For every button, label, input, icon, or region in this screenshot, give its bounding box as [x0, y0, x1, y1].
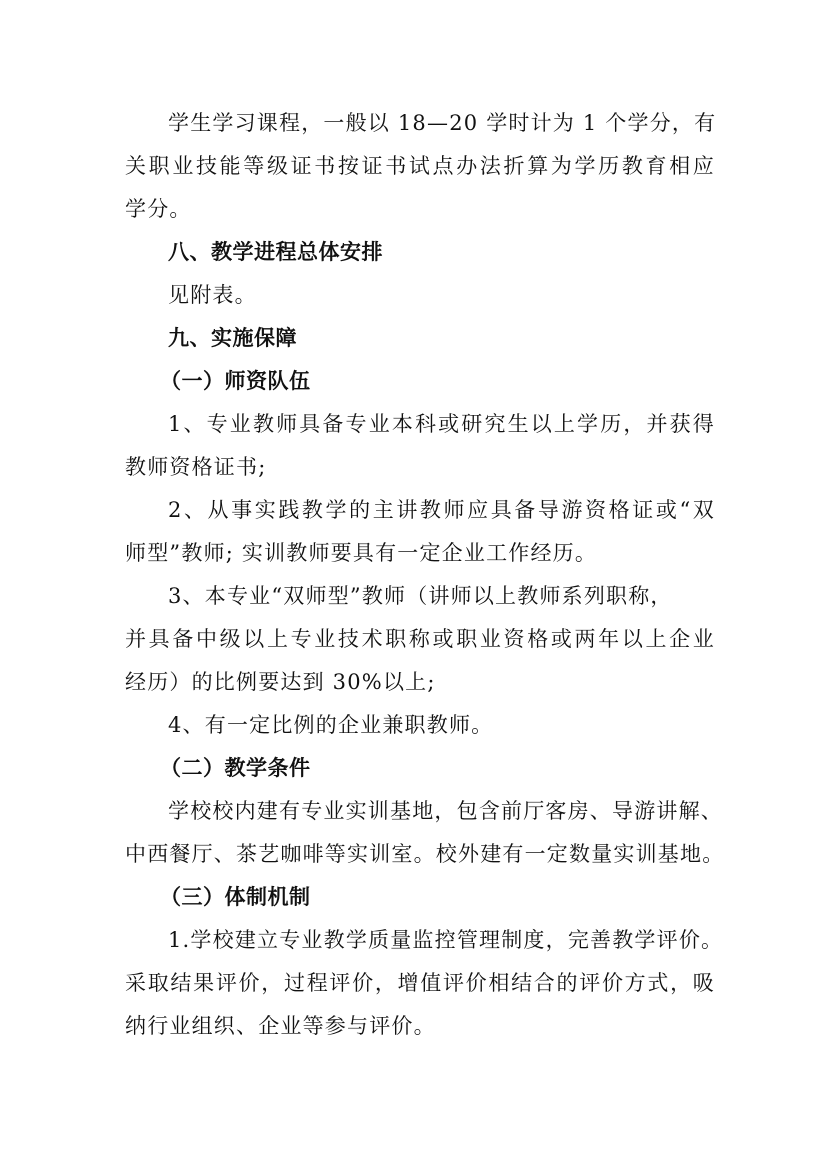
- body-text-line: 纳行业组织、企业等参与评价。: [125, 1014, 436, 1038]
- body-text-line: 采取结果评价，过程评价，增值评价相结合的评价方式，吸: [125, 971, 715, 995]
- body-text-line: 学分。: [125, 197, 192, 221]
- body-text-line: 学校校内建有专业实训基地，包含前厅客房、导游讲解、: [168, 799, 723, 823]
- section-heading: 八、教学进程总体安排: [168, 240, 383, 264]
- body-text-line: 1、专业教师具备专业本科或研究生以上学历，并获得: [168, 412, 715, 436]
- body-text-line: 2、从事实践教学的主讲教师应具备导游资格证或“双: [168, 498, 715, 522]
- subsection-heading: （三）体制机制: [160, 885, 311, 909]
- body-text-line: 并具备中级以上专业技术职称或职业资格或两年以上企业: [125, 627, 715, 651]
- subsection-heading: （一）师资队伍: [160, 369, 311, 393]
- body-text-line: 学生学习课程，一般以 18—20 学时计为 1 个学分，有: [168, 111, 717, 135]
- body-text-line: 3、本专业“双师型”教师（讲师以上教师系列职称，: [168, 584, 673, 608]
- body-text-line: 见附表。: [168, 283, 257, 307]
- subsection-heading: （二）教学条件: [160, 756, 311, 780]
- body-text-line: 中西餐厅、茶艺咖啡等实训室。校外建有一定数量实训基地。: [125, 842, 725, 866]
- body-text-line: 4、有一定比例的企业兼职教师。: [168, 713, 494, 737]
- body-text-line: 经历）的比例要达到 30%以上;: [125, 670, 436, 694]
- section-heading: 九、实施保障: [168, 326, 297, 350]
- body-text-line: 教师资格证书;: [125, 455, 267, 479]
- body-text-line: 师型”教师; 实训教师要具有一定企业工作经历。: [125, 541, 598, 565]
- body-text-line: 关职业技能等级证书按证书试点办法折算为学历教育相应: [125, 154, 715, 178]
- body-text-line: 1.学校建立专业教学质量监控管理制度，完善教学评价。: [168, 928, 724, 952]
